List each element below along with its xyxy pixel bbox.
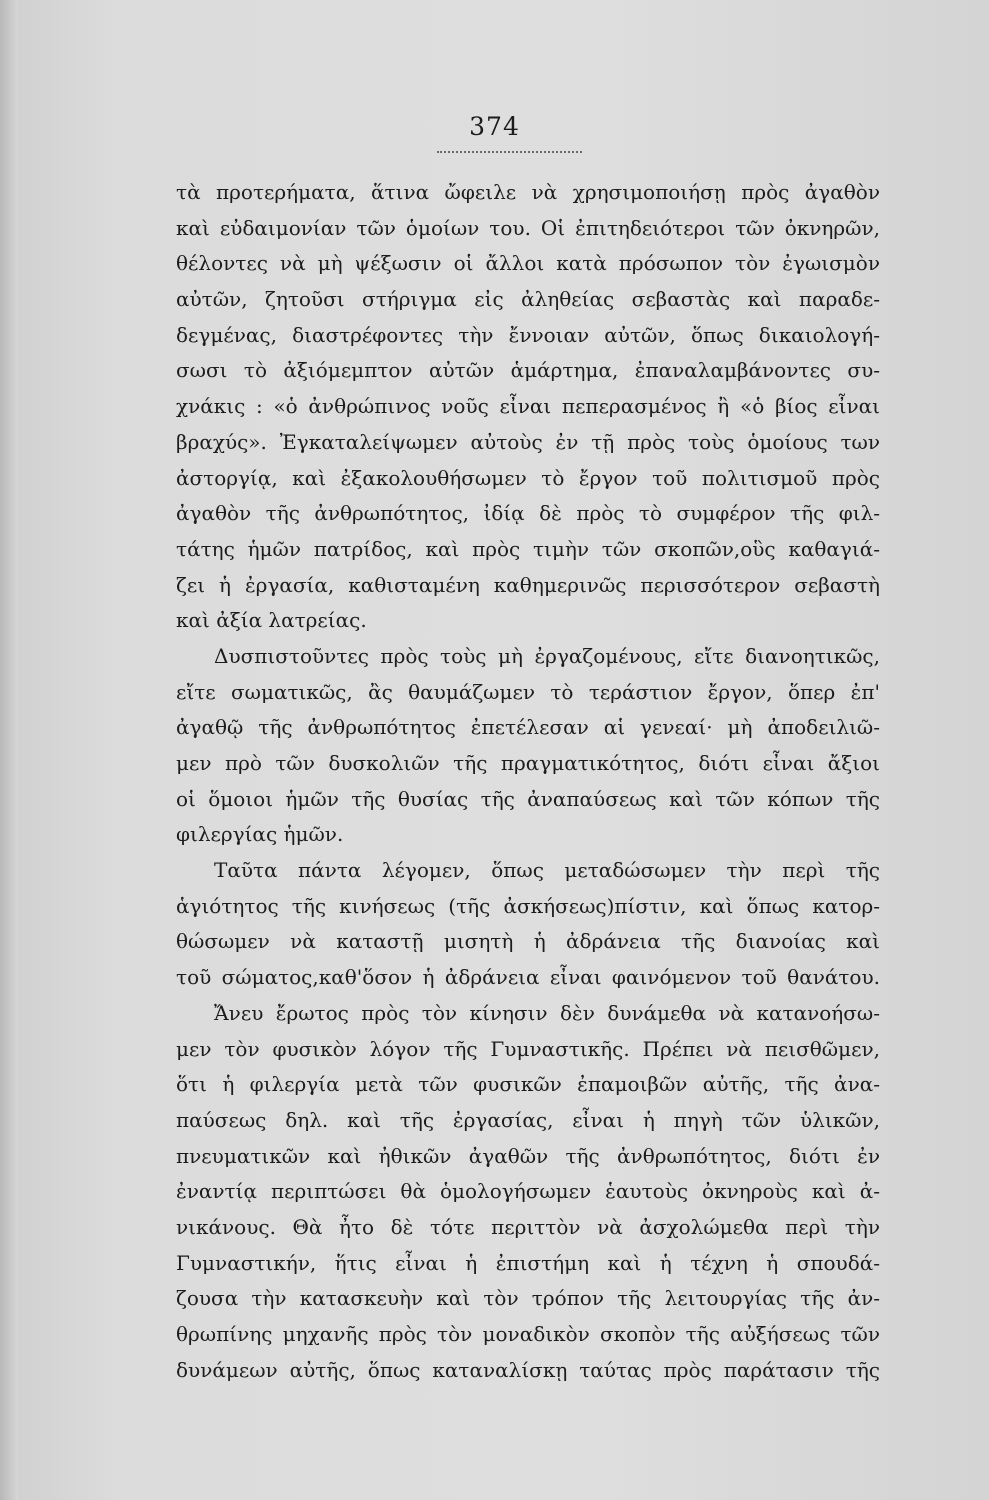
text-line: χνάκις : «ὁ ἀνθρώπινος νοῦς εἶναι πεπερασμένος ἢ «ὁ βίος εἶναι bbox=[176, 394, 880, 419]
text-line: πνευματικῶν καὶ ἠθικῶν ἀγαθῶν τῆς ἀνθρωπότητος, διότι ἐν bbox=[176, 1143, 880, 1168]
paragraph-end-line: φιλεργίας ἡμῶν. bbox=[176, 822, 344, 847]
page-number: 374 bbox=[469, 112, 520, 141]
text-line: βραχύς». Ἐγκαταλείψωμεν αὐτοὺς ἐν τῇ πρὸς τοὺς ὁμοίους των bbox=[176, 429, 880, 454]
text-line: ζουσα τὴν κατασκευὴν καὶ τὸν τρόπον τῆς λειτουργίας τῆς ἀν- bbox=[176, 1286, 880, 1311]
text-line: οἱ ὅμοιοι ἡμῶν τῆς θυσίας τῆς ἀναπαύσεως καὶ τῶν κόπων τῆς bbox=[176, 786, 880, 811]
text-line: αὐτῶν, ζητοῦσι στήριγμα εἰς ἀληθείας σεβαστὰς καὶ παραδε- bbox=[176, 287, 880, 312]
text-line: θέλοντες νὰ μὴ ψέξωσιν οἱ ἄλλοι κατὰ πρόσωπον τὸν ἐγωισμὸν bbox=[176, 251, 880, 276]
text-line: Γυμναστικήν, ἥτις εἶναι ἡ ἐπιστήμη καὶ ἡ τέχνη ἡ σπουδά- bbox=[176, 1250, 880, 1275]
text-line: σωσι τὸ ἀξιόμεμπτον αὐτῶν ἁμάρτημα, ἐπαναλαμβάνοντες συ- bbox=[176, 358, 880, 383]
header-rule bbox=[437, 151, 582, 153]
text-line: ὅτι ἡ φιλεργία μετὰ τῶν φυσικῶν ἐπαμοιβῶν αὐτῆς, τῆς ἀνα- bbox=[176, 1072, 880, 1097]
text-line: δυνάμεων αὐτῆς, ὅπως καταναλίσκῃ ταύτας πρὸς παράτασιν τῆς bbox=[176, 1357, 880, 1382]
paragraph-start-line: Δυσπιστοῦντες πρὸς τοὺς μὴ ἐργαζομένους, εἴτε διανοητικῶς, bbox=[214, 643, 880, 668]
text-line: ἐναντίᾳ περιπτώσει θὰ ὁμολογήσωμεν ἑαυτοὺς ὀκνηροὺς καὶ ἀ- bbox=[176, 1179, 880, 1204]
text-line: μεν πρὸ τῶν δυσκολιῶν τῆς πραγματικότητος, διότι εἶναι ἄξιοι bbox=[176, 751, 880, 775]
text-line: θώσωμεν νὰ καταστῇ μισητὴ ἡ ἀδράνεια τῆς διανοίας καὶ bbox=[176, 929, 880, 954]
text-line: δεγμένας, διαστρέφοντες τὴν ἔννοιαν αὐτῶν, ὅπως δικαιολογή- bbox=[176, 322, 880, 347]
text-line: καὶ εὐδαιμονίαν τῶν ὁμοίων του. Οἱ ἐπιτηδειότεροι τῶν ὀκνηρῶν, bbox=[176, 215, 880, 240]
paragraph-start-line: Ἄνευ ἔρωτος πρὸς τὸν κίνησιν δὲν δυνάμεθα νὰ κατανοήσω- bbox=[214, 1000, 880, 1025]
paragraph-end-line: τοῦ σώματος,καθ'ὅσον ἡ ἀδράνεια εἶναι φαινόμενον τοῦ θανάτου. bbox=[176, 965, 880, 990]
paragraph-start-line: Ταῦτα πάντα λέγομεν, ὅπως μεταδώσωμεν τὴν περὶ τῆς bbox=[214, 858, 880, 883]
text-line: μεν τὸν φυσικὸν λόγον τῆς Γυμναστικῆς. Πρέπει νὰ πεισθῶμεν, bbox=[176, 1036, 880, 1061]
page-edge-shadow bbox=[0, 0, 18, 1500]
text-line: ἀστοργίᾳ, καὶ ἐξακολουθήσωμεν τὸ ἔργον τοῦ πολιτισμοῦ πρὸς bbox=[176, 465, 880, 490]
text-line: νικάνους. Θὰ ἦτο δὲ τότε περιττὸν νὰ ἀσχολώμεθα περὶ τὴν bbox=[176, 1214, 880, 1239]
paragraph-end-line: καὶ ἀξία λατρείας. bbox=[176, 608, 367, 633]
text-line: ζει ἡ ἐργασία, καθισταμένη καθημερινῶς περισσότερον σεβαστὴ bbox=[176, 572, 880, 597]
text-line: ἀγαθῷ τῆς ἀνθρωπότητος ἐπετέλεσαν αἱ γενεαί· μὴ ἀποδειλιῶ- bbox=[176, 715, 880, 740]
body-text bbox=[176, 175, 880, 1388]
text-line: θρωπίνης μηχανῆς πρὸς τὸν μοναδικὸν σκοπὸν τῆς αὐξήσεως τῶν bbox=[176, 1322, 880, 1346]
text-line: ἀγαθὸν τῆς ἀνθρωπότητος, ἰδίᾳ δὲ πρὸς τὸ συμφέρον τῆς φιλ- bbox=[176, 501, 880, 526]
text-line: ἁγιότητος τῆς κινήσεως (τῆς ἀσκήσεως)πίστιν, καὶ ὅπως κατορ- bbox=[176, 893, 880, 918]
text-line: εἴτε σωματικῶς, ἂς θαυμάζωμεν τὸ τεράστιον ἔργον, ὅπερ ἐπ' bbox=[176, 679, 880, 704]
text-line: παύσεως δηλ. καὶ τῆς ἐργασίας, εἶναι ἡ πηγὴ τῶν ὑλικῶν, bbox=[176, 1107, 880, 1132]
text-line: τὰ προτερήματα, ἅτινα ὤφειλε νὰ χρησιμοποιήσῃ πρὸς ἀγαθὸν bbox=[176, 180, 880, 204]
text-line: τάτης ἡμῶν πατρίδος, καὶ πρὸς τιμὴν τῶν σκοπῶν,οὓς καθαγιά- bbox=[176, 536, 880, 561]
